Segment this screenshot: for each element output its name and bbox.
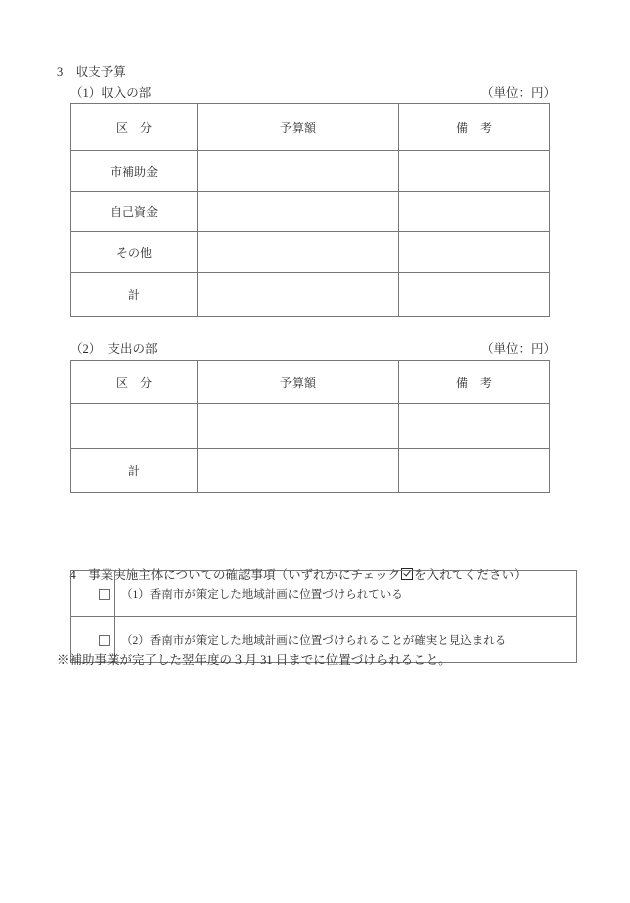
checkbox-cell-0[interactable] — [71, 571, 115, 617]
income-header-amount: 予算額 — [198, 104, 399, 151]
table-row — [71, 151, 550, 192]
table-row — [71, 232, 550, 273]
income-row-remark-total[interactable] — [399, 273, 550, 317]
table-header-row — [71, 104, 550, 151]
income-section-label: （1）収入の部 — [70, 86, 152, 100]
income-row-amount-0[interactable] — [198, 151, 399, 192]
expenditure-header-remark: 備 考 — [399, 361, 550, 404]
income-header-remark: 備 考 — [399, 104, 550, 151]
empty-checkbox-icon[interactable] — [99, 635, 110, 646]
income-header-kubun: 区 分 — [71, 104, 198, 151]
expenditure-row-amount-0[interactable] — [198, 404, 399, 449]
income-unit-label: （単位：円） — [481, 86, 557, 100]
expenditure-row-remark-0[interactable] — [399, 404, 550, 449]
income-row-remark-0[interactable] — [399, 151, 550, 192]
expenditure-unit-label: （単位：円） — [481, 342, 557, 356]
empty-checkbox-icon[interactable] — [99, 589, 110, 600]
expenditure-row-remark-total[interactable] — [399, 449, 550, 493]
table-row — [71, 192, 550, 232]
income-row-label-1: 自己資金 — [71, 192, 198, 232]
income-row-amount-1[interactable] — [198, 192, 399, 232]
section-4-heading-prefix: 4 事業実施主体についての確認事項（いずれかにチェック — [69, 568, 401, 582]
income-row-label-2: その他 — [71, 232, 198, 273]
expenditure-row-label-total: 計 — [71, 449, 198, 493]
expenditure-row-amount-total[interactable] — [198, 449, 399, 493]
income-row-label-0: 市補助金 — [71, 151, 198, 192]
checklist-item-text-0: （1）香南市が策定した地域計画に位置づけられている — [115, 571, 577, 617]
table-row — [71, 404, 550, 449]
expenditure-section-label: （2） 支出の部 — [70, 342, 158, 356]
expenditure-header-amount: 予算額 — [198, 361, 399, 404]
table-row — [71, 273, 550, 317]
income-row-label-total: 計 — [71, 273, 198, 317]
table-header-row — [71, 361, 550, 404]
section-3-heading: 3 収支予算 — [57, 65, 126, 79]
income-row-amount-total[interactable] — [198, 273, 399, 317]
table-row — [71, 449, 550, 493]
checklist-item-text-1: （2）香南市が策定した地域計画に位置づけられることが確実と見込まれる — [115, 617, 577, 663]
expenditure-budget-table — [70, 360, 550, 493]
income-row-amount-2[interactable] — [198, 232, 399, 273]
expenditure-header-kubun: 区 分 — [71, 361, 198, 404]
section-4-heading-suffix: を入れてください） — [414, 568, 527, 582]
income-budget-table — [70, 103, 550, 317]
income-row-remark-2[interactable] — [399, 232, 550, 273]
income-row-remark-1[interactable] — [399, 192, 550, 232]
confirmation-checklist-table — [70, 570, 577, 663]
expenditure-row-label-0[interactable] — [71, 404, 198, 449]
footnote-text: ※補助事業が完了した翌年度の３月 31 日までに位置づけられること。 — [57, 653, 451, 667]
checklist-row[interactable] — [71, 571, 577, 617]
